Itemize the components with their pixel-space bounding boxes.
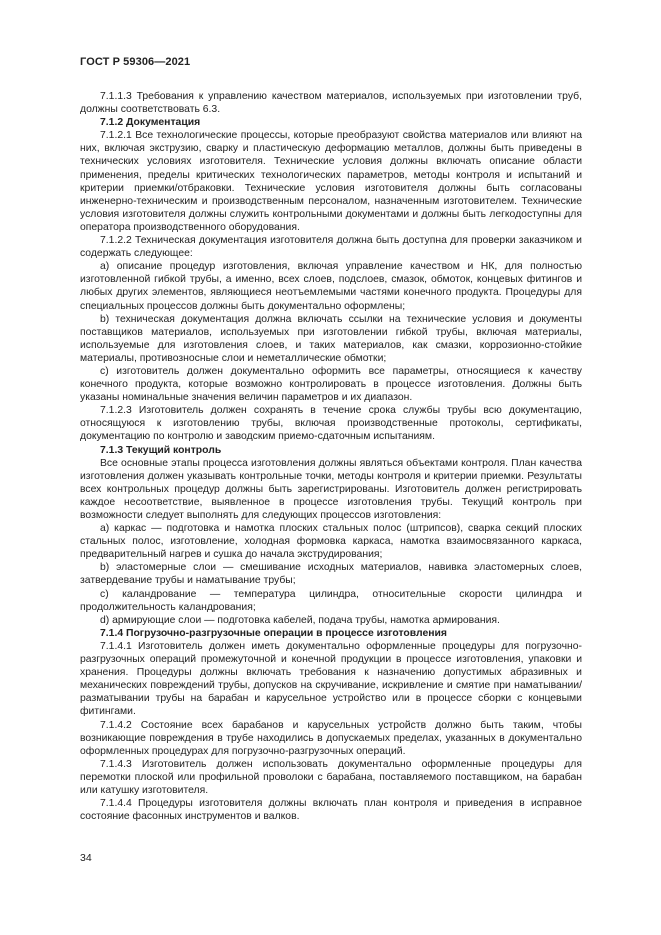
- document-header: ГОСТ Р 59306—2021: [80, 56, 191, 68]
- list-item: с) изготовитель должен документально оформить все параметры, относящиеся к качеству конечного продукта, которые возможно контролировать в процессе изготовления. Должны быть указаны номинальные значения величин параметров и их диапазон.: [80, 365, 582, 404]
- paragraph: Все основные этапы процесса изготовления должны являться объектами контроля. План качества изготовления должен указывать контрольные точки, методы контроля и критерии приемки. Результаты всех контрольных процедур должны быть зарегистрированы. Изготовитель должен регистрировать каждое несоответствие, выявленное в процессе изготовления трубы. Текущий контроль при возможности следует выполнять для следующих процессов изготовления:: [80, 457, 582, 521]
- list-item: d) армирующие слои — подготовка кабелей, подача трубы, намотка армирования.: [100, 614, 500, 626]
- document-body: [80, 90, 582, 823]
- paragraph: 7.1.4.4 Процедуры изготовителя должны включать план контроля и приведения в исправное состояние фасонных инструментов и валков.: [80, 798, 582, 823]
- list-item: с) каландрование — температура цилиндра, относительные скорости цилиндра и продолжительность каландрования;: [80, 588, 582, 613]
- section-heading: 7.1.3 Текущий контроль: [100, 444, 222, 456]
- section-heading: 7.1.4 Погрузочно-разгрузочные операции в процессе изготовления: [100, 627, 447, 639]
- paragraph: 7.1.1.3 Требования к управлению качеством материалов, используемых при изготовлении труб, должны соответствовать 6.3.: [80, 91, 582, 116]
- list-item: b) техническая документация должна включать ссылки на технические условия и документы поставщиков материалов, используемых при изготовлении гибкой трубы, включая материалы, используемые для изготовления слоев, и таких материалов, как смазки, коррозионно-стойкие материалы, противозносные слои и неметаллические обмотки;: [80, 313, 582, 364]
- paragraph: 7.1.4.3 Изготовитель должен использовать документально оформленные процедуры для перемотки плоской или профильной проволоки с барабана, поставляемого поставщиком, на барабан или катушку изготовителя.: [80, 758, 582, 796]
- paragraph: 7.1.2.3 Изготовитель должен сохранять в течение срока службы трубы всю документацию, относящуюся к изготовлению трубы, включая производственные протоколы, сертификаты, документацию по контролю и заводским приемо-сдаточным испытаниям.: [80, 405, 582, 443]
- page-number: 34: [80, 852, 92, 864]
- paragraph: 7.1.2.2 Техническая документация изготовителя должна быть доступна для проверки заказчиком и содержать следующее:: [80, 235, 582, 260]
- list-item: а) каркас — подготовка и намотка плоских стальных полос (штрипсов), сварка секций плоских стальных полос, изготовление, холодная формовка каркаса, намотка взаимосвязанного каркаса, предварительный нагрев и сушка до начала экструдирования;: [80, 523, 582, 561]
- paragraph: 7.1.2.1 Все технологические процессы, которые преобразуют свойства материалов или влияют на них, включая экструзию, сварку и пластическую деформацию металлов, должны быть приведены в технических условиях изготовителя. Технические условия должны включать описание области применения, пределы критических технологических параметров, методы контроля и испытаний и критерии приемки/отбраковки. Технические условия изготовителя должны быть согласованы инженерно-техническим и производственным персоналом, назначенным изготовителем. Технические условия изготовителя должны служить контрольными документами и должны быть легкодоступны для оператора производственного оборудования.: [80, 130, 582, 233]
- paragraph: 7.1.4.1 Изготовитель должен иметь документально оформленные процедуры для погрузочно-разгрузочных операций промежуточной и конечной продукции в процессе изготовления, упаковки и хранения. Процедуры должны включать требования к назначению допустимых абразивных и механических повреждений трубы, допусков на скручивание, искривление и смятие при наматывании/разматывании трубы на барабан и карусельное устройство или в процессе сборки с концевыми фитингами.: [80, 640, 582, 718]
- list-item: а) описание процедур изготовления, включая управление качеством и НК, для полностью изготовленной гибкой трубы, а именно, всех слоев, подслоев, смазок, обмоток, концевых фитингов и любых других элементов, являющиеся неотъемлемыми частями конечного продукта. Процедуры для специальных процессов должны быть документально оформлены;: [80, 261, 582, 312]
- section-heading: 7.1.2 Документация: [100, 117, 201, 129]
- paragraph: 7.1.4.2 Состояние всех барабанов и карусельных устройств должно быть таким, чтобы возникающие повреждения в трубе находились в допускаемых пределах, указанных в документально оформленных процедурах для погрузочно-разгрузочных операций.: [80, 719, 582, 757]
- list-item: b) эластомерные слои — смешивание исходных материалов, навивка эластомерных слоев, затвердевание трубы и наматывание трубы;: [80, 562, 582, 587]
